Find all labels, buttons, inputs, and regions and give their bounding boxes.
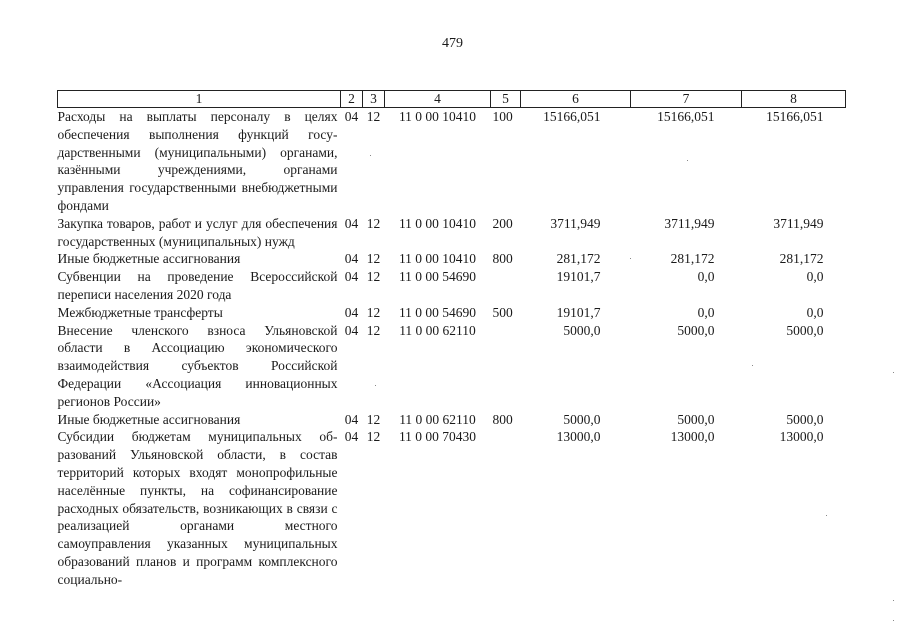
- scan-speck: [375, 385, 376, 386]
- row-value-col8: 0,0: [806, 304, 824, 320]
- row-target-article: 11 0 00 10410: [398, 109, 477, 124]
- row-section: 04: [344, 109, 359, 124]
- header-col-2: 2: [341, 91, 363, 108]
- header-col-3: 3: [363, 91, 385, 108]
- table-header: [58, 91, 846, 108]
- row-value-col8: 0,0: [806, 269, 824, 285]
- row-description: Субсидии бюджетам муниципальных образований Ульяновской области, в состав территорий которых входят монопрофильные населённые пункты, на софинансирование расходных обязательств, возникающих в связи с реализацией органами местного самоуправления указанных муниципальных образований планов и программ комплексного социально-: [57, 429, 338, 587]
- row-target-article: 11 0 00 10410: [398, 251, 477, 267]
- table-row: [58, 322, 846, 411]
- row-expense-type: [491, 268, 521, 304]
- table-row: [58, 411, 846, 429]
- row-target-article: 11 0 00 62110: [399, 322, 476, 338]
- row-subsection: 12: [366, 269, 381, 285]
- scan-speck: [893, 372, 894, 373]
- row-expense-type: 200: [492, 215, 513, 231]
- row-description: Иные бюджетные ассигнования: [57, 411, 241, 427]
- row-expense-type: [491, 428, 521, 588]
- row-section: 04: [344, 429, 359, 445]
- row-value-col7: 5000,0: [677, 322, 715, 338]
- row-value-col8: 281,172: [779, 251, 824, 267]
- row-description: Иные бюджетные ассигнования: [57, 251, 241, 267]
- table-row: [58, 304, 846, 322]
- row-value-col7: 3711,949: [664, 215, 715, 231]
- row-value-col7: 5000,0: [677, 411, 715, 427]
- row-value-col7: 0,0: [697, 304, 715, 320]
- row-subsection: 12: [366, 429, 381, 445]
- row-value-col6: 281,172: [556, 251, 601, 267]
- row-value-col8: 3711,949: [773, 215, 824, 231]
- row-value-col6: 5000,0: [563, 322, 601, 338]
- row-expense-type: 800: [492, 251, 513, 267]
- page-number: 479: [442, 36, 463, 51]
- scan-speck: [687, 160, 688, 161]
- row-value-col6: 15166,051: [543, 109, 601, 124]
- row-description: Расходы на выплаты персоналу в целях обеспечения выполнения функций государственными (муниципальными) органами, казёнными учреждениями, органами управления государственными внебюджетными фондами: [57, 109, 338, 213]
- table-row: [58, 215, 846, 251]
- row-value-col6: 5000,0: [563, 411, 601, 427]
- row-section: 04: [344, 215, 359, 231]
- row-subsection: 12: [366, 322, 381, 338]
- row-expense-type: 500: [492, 304, 513, 320]
- table-body: [58, 108, 846, 589]
- header-col-6: 6: [521, 91, 631, 108]
- row-subsection: 12: [366, 215, 381, 231]
- header-row: [58, 91, 846, 108]
- row-value-col7: 15166,051: [657, 109, 715, 124]
- scan-speck: [826, 515, 827, 516]
- table-row: [58, 428, 846, 588]
- scan-speck: [370, 155, 371, 156]
- row-section: 04: [344, 269, 359, 285]
- row-target-article: 11 0 00 10410: [398, 215, 477, 231]
- header-col-4: 4: [385, 91, 491, 108]
- table-row: [58, 250, 846, 268]
- row-value-col7: 0,0: [697, 269, 715, 285]
- row-section: 04: [344, 322, 359, 338]
- row-value-col7: 13000,0: [670, 429, 715, 445]
- row-description: Субвенции на проведение Всероссийской переписи населения 2020 года: [57, 269, 338, 302]
- row-subsection: 12: [366, 109, 381, 124]
- row-description: Закупка товаров, работ и услуг для обеспечения государственных (муниципальных) нужд: [57, 215, 338, 249]
- row-value-col6: 3711,949: [550, 215, 601, 231]
- header-col-7: 7: [631, 91, 742, 108]
- row-value-col8: 13000,0: [779, 429, 824, 445]
- row-description: Внесение членского взноса Ульяновской области в Ассоциацию экономического взаимодействия субъектов Российской Федерации «Ассоциация инновационных регионов России»: [57, 322, 338, 409]
- table-row: [58, 268, 846, 304]
- row-target-article: 11 0 00 62110: [399, 411, 476, 427]
- scan-speck: [893, 600, 894, 601]
- scan-speck: [630, 258, 631, 259]
- row-value-col8: 5000,0: [786, 322, 824, 338]
- budget-table: [57, 90, 846, 589]
- row-value-col6: 19101,7: [556, 304, 601, 320]
- row-description: Межбюджетные трансферты: [57, 304, 223, 320]
- row-target-article: 11 0 00 54690: [398, 304, 477, 320]
- header-col-1: 1: [58, 91, 341, 108]
- row-value-col8: 15166,051: [766, 109, 824, 124]
- row-section: 04: [344, 411, 359, 427]
- scan-speck: [752, 365, 753, 366]
- row-value-col6: 19101,7: [556, 269, 601, 285]
- scan-speck: [893, 620, 894, 621]
- row-target-article: 11 0 00 54690: [398, 269, 477, 285]
- row-target-article: 11 0 00 70430: [398, 429, 477, 445]
- row-subsection: 12: [366, 411, 381, 427]
- header-col-8: 8: [742, 91, 846, 108]
- table-row: [58, 108, 846, 215]
- row-subsection: 12: [366, 304, 381, 320]
- row-section: 04: [344, 304, 359, 320]
- row-expense-type: 800: [492, 411, 513, 427]
- row-expense-type: 100: [492, 109, 513, 124]
- row-section: 04: [344, 251, 359, 267]
- row-subsection: 12: [366, 251, 381, 267]
- row-value-col6: 13000,0: [556, 429, 601, 445]
- row-value-col7: 281,172: [670, 251, 715, 267]
- row-value-col8: 5000,0: [786, 411, 824, 427]
- row-expense-type: [491, 322, 521, 411]
- header-col-5: 5: [491, 91, 521, 108]
